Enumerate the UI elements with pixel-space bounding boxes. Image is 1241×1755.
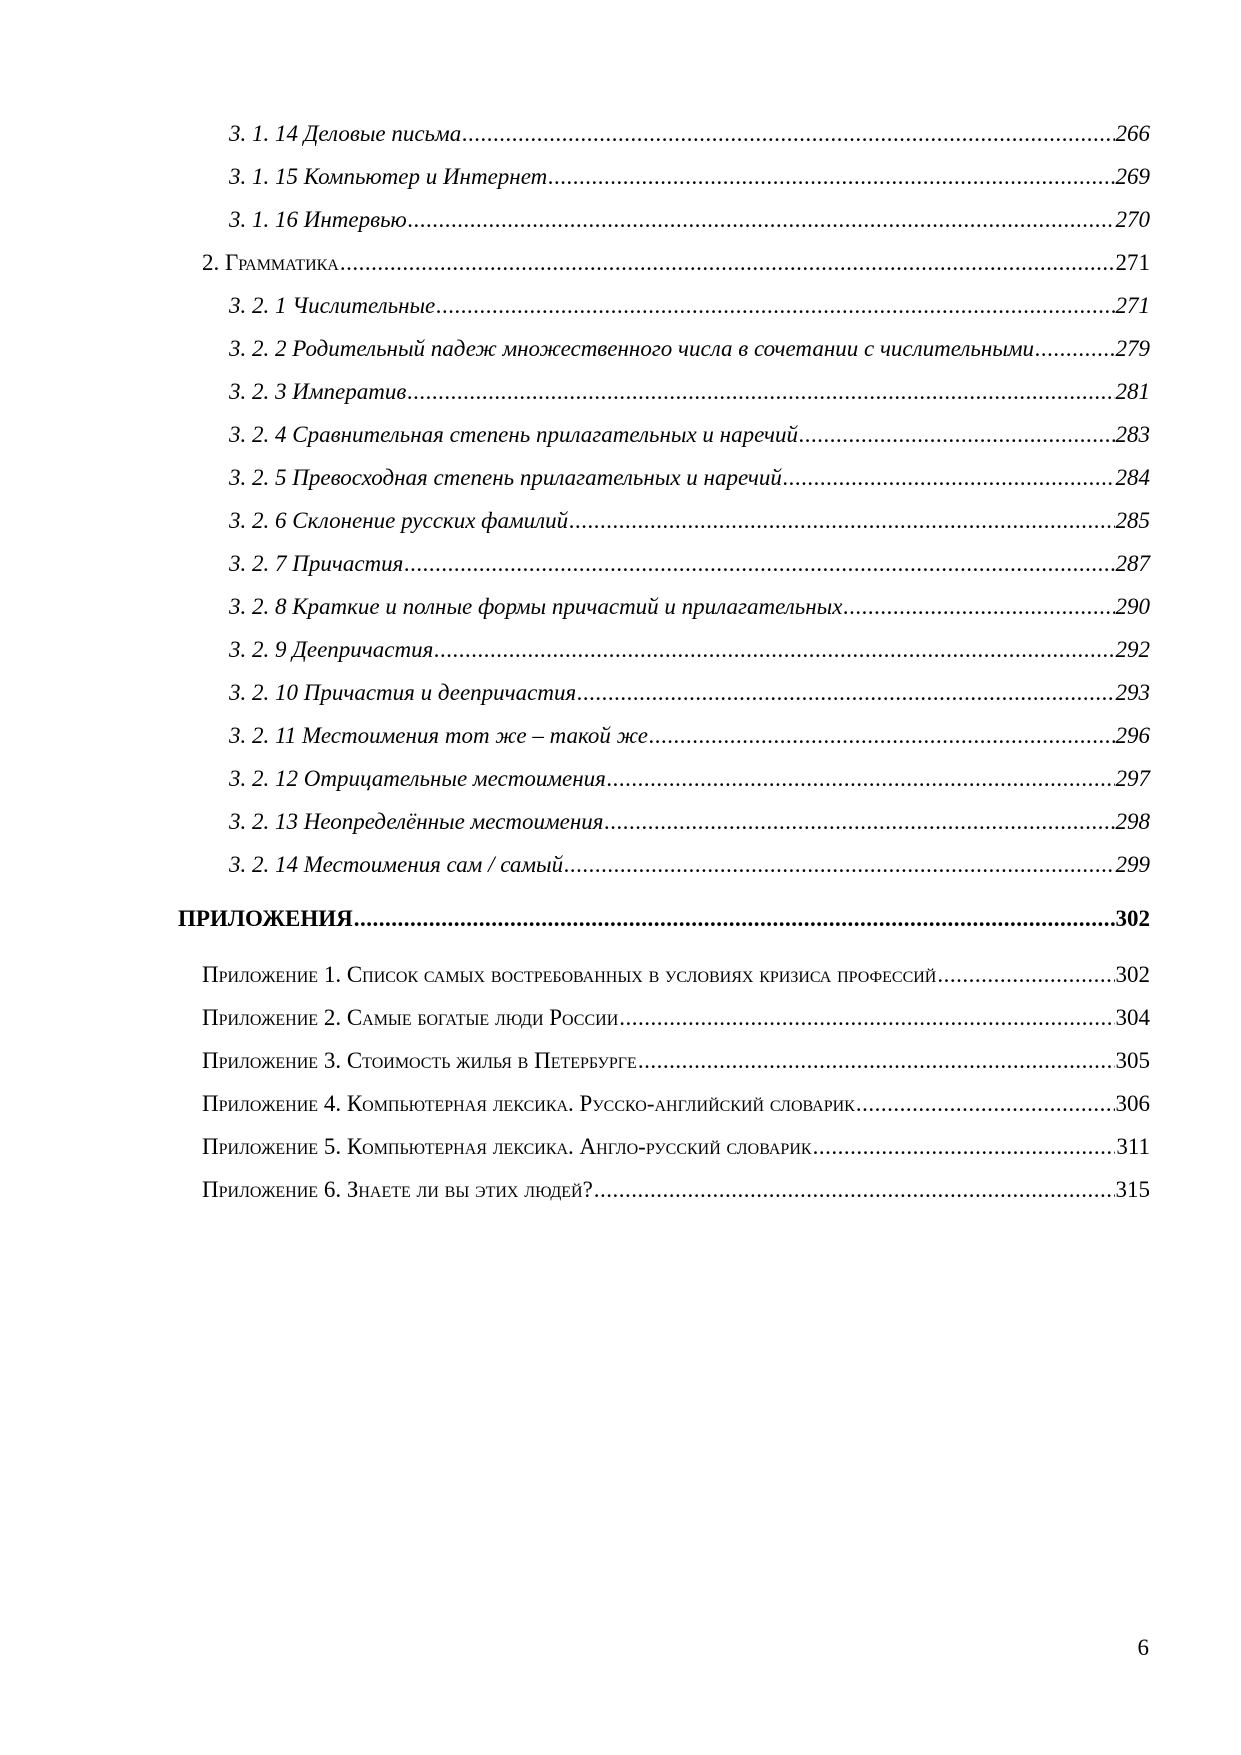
toc-entry-label: 3. 2. 2 Родительный падеж множественного числа в сочетании с числительными — [229, 336, 1035, 361]
toc-entry-label: 3. 2. 11 Местоимения тот же – такой же — [229, 723, 648, 748]
toc-entry-page: 281 — [1115, 379, 1150, 404]
toc-entry-label: 3. 2. 5 Превосходная степень прилагательных и наречий — [229, 465, 782, 490]
dot-leader — [569, 506, 1114, 536]
dot-leader — [564, 850, 1114, 880]
toc-entry-page: 290 — [1115, 594, 1150, 619]
toc-appendix-page: 304 — [1115, 1005, 1150, 1030]
toc-entry-label: 3. 2. 9 Деепричастия — [229, 637, 434, 662]
toc-entry[interactable] — [229, 291, 1150, 321]
toc-appendices-heading[interactable] — [178, 904, 1150, 934]
toc-entry-label: 3. 2. 12 Отрицательные местоимения — [229, 766, 606, 791]
toc-appendix[interactable] — [202, 1046, 1150, 1076]
toc-entry-page: 299 — [1115, 852, 1150, 877]
toc-entry[interactable] — [229, 463, 1150, 493]
toc-entry-page: 293 — [1115, 680, 1150, 705]
toc-appendix[interactable] — [202, 1089, 1150, 1119]
toc-entry[interactable] — [229, 506, 1150, 536]
toc-entry[interactable] — [229, 592, 1150, 622]
toc-entry-label: 3. 2. 6 Склонение русских фамилий — [229, 508, 569, 533]
toc-section-page: 271 — [1115, 250, 1150, 275]
toc-appendix[interactable] — [202, 1175, 1150, 1205]
toc-entry[interactable] — [229, 721, 1150, 751]
toc-entry-label: 3. 2. 8 Краткие и полные формы причастий и прилагательных — [229, 594, 843, 619]
dot-leader — [843, 592, 1114, 622]
toc-entry-page: 298 — [1115, 809, 1150, 834]
toc-entry[interactable] — [229, 807, 1150, 837]
toc-entry-page: 266 — [1115, 121, 1150, 146]
toc-appendix-label: Приложение 1. Список самых востребованных в условиях кризиса профессий — [202, 962, 937, 987]
toc-appendix-page: 305 — [1115, 1048, 1150, 1073]
dot-leader — [856, 1089, 1115, 1119]
toc-entry-page: 283 — [1115, 422, 1150, 447]
dot-leader — [937, 960, 1114, 990]
dot-leader — [408, 205, 1115, 235]
dot-leader — [1035, 334, 1114, 364]
toc-appendix-page: 302 — [1115, 962, 1150, 987]
dot-leader — [813, 1132, 1116, 1162]
dot-leader — [799, 420, 1115, 450]
toc-entry-label: 3. 1. 14 Деловые письма — [229, 121, 462, 146]
toc-entry-page: 297 — [1115, 766, 1150, 791]
dot-leader — [354, 904, 1115, 934]
dot-leader — [462, 119, 1114, 149]
dot-leader — [434, 635, 1114, 665]
dot-leader — [594, 1175, 1115, 1205]
toc-entry[interactable] — [229, 334, 1150, 364]
toc-entry[interactable] — [229, 549, 1150, 579]
toc-entry-label: 3. 2. 10 Причастия и деепричастия — [229, 680, 577, 705]
toc-heading-label: ПРИЛОЖЕНИЯ — [178, 906, 353, 931]
toc-entry[interactable] — [229, 377, 1150, 407]
toc-entry-label: 3. 2. 1 Числительные — [229, 293, 436, 318]
toc-entry-label: 3. 2. 14 Местоимения сам / самый — [229, 852, 564, 877]
toc-entry-page: 285 — [1115, 508, 1150, 533]
toc-entry-page: 271 — [1115, 293, 1150, 318]
toc-appendix-page: 306 — [1115, 1091, 1150, 1116]
toc-entry-page: 296 — [1115, 723, 1150, 748]
toc-appendix-label: Приложение 6. Знаете ли вы этих людей? — [202, 1177, 593, 1202]
toc-entry-label: 3. 1. 15 Компьютер и Интернет — [229, 164, 548, 189]
dot-leader — [407, 377, 1114, 407]
dot-leader — [783, 463, 1115, 493]
toc-entry-label: 3. 2. 13 Неопределённые местоимения — [229, 809, 604, 834]
toc-entry-page: 270 — [1115, 207, 1150, 232]
toc-entry-label: 3. 2. 3 Императив — [229, 379, 407, 404]
toc-entry-label: 3. 2. 4 Сравнительная степень прилагательных и наречий — [229, 422, 798, 447]
toc-entry[interactable] — [229, 420, 1150, 450]
toc-appendix-page: 311 — [1116, 1134, 1150, 1159]
toc-appendix[interactable] — [202, 960, 1150, 990]
toc-entry-page: 292 — [1115, 637, 1150, 662]
toc-entry-label: 3. 2. 7 Причастия — [229, 551, 404, 576]
toc-entry[interactable] — [229, 635, 1150, 665]
toc-entry[interactable] — [229, 764, 1150, 794]
toc-entry-page: 284 — [1115, 465, 1150, 490]
toc-entry[interactable] — [229, 678, 1150, 708]
page-number: 6 — [1137, 1635, 1149, 1660]
dot-leader — [649, 721, 1115, 751]
toc-appendix-page: 315 — [1115, 1177, 1150, 1202]
dot-leader — [404, 549, 1114, 579]
toc-entry[interactable] — [229, 119, 1150, 149]
toc-entry[interactable] — [229, 205, 1150, 235]
toc-appendix-label: Приложение 3. Стоимость жилья в Петербурге — [202, 1048, 637, 1073]
dot-leader — [638, 1046, 1115, 1076]
dot-leader — [340, 248, 1115, 278]
toc-entry-label: 3. 1. 16 Интервью — [229, 207, 407, 232]
dot-leader — [577, 678, 1114, 708]
toc-appendix[interactable] — [202, 1132, 1150, 1162]
toc-appendix[interactable] — [202, 1003, 1150, 1033]
dot-leader — [619, 1003, 1114, 1033]
dot-leader — [604, 807, 1114, 837]
dot-leader — [436, 291, 1114, 321]
toc-entry[interactable] — [229, 162, 1150, 192]
toc-entry-page: 269 — [1115, 164, 1150, 189]
dot-leader — [548, 162, 1114, 192]
toc-appendix-label: Приложение 4. Компьютерная лексика. Русско-английский словарик — [202, 1091, 855, 1116]
toc-entry[interactable] — [229, 850, 1150, 880]
toc-entry-page: 287 — [1115, 551, 1150, 576]
toc-heading-page: 302 — [1115, 906, 1150, 931]
toc-appendix-label: Приложение 2. Самые богатые люди России — [202, 1005, 619, 1030]
toc-entry-page: 279 — [1115, 336, 1150, 361]
toc-section-grammar[interactable] — [202, 248, 1150, 278]
toc-section-label: 2. Грамматика — [202, 250, 339, 275]
toc-appendix-label: Приложение 5. Компьютерная лексика. Англо-русский словарик — [202, 1134, 812, 1159]
dot-leader — [607, 764, 1115, 794]
